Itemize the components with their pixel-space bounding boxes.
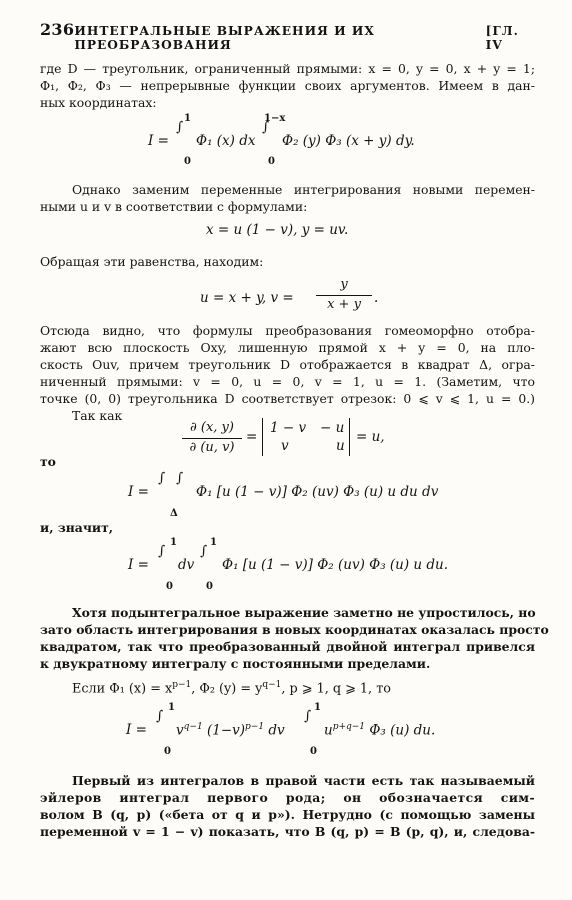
integral-sign: ∫ [262,119,270,135]
upper-limit: 1 [168,702,175,713]
lower-limit: 0 [310,746,317,757]
text-line: жают всю плоскость Oxy, лишенную прямой x + y = 0, на пло- [40,340,535,355]
chapter-marker: [ГЛ. IV [485,24,519,52]
book-page: 236 ИНТЕГРАЛЬНЫЕ ВЫРАЖЕНИЯ И ИХ ПРЕОБРАЗОВАНИЯ [ГЛ. IV где D — треугольник, ограниченный прямыми: x = 0, y = 0, x + y = 1; Φ₁, Φ₂, Φ₃ — непрерывные функции своих аргументов. Имеем в дан- ных координатах: I = ∫ 1 0 Φ₁ (x) dx ∫ 1−x 0 Φ₂ (y) Φ₃ (x + y) dy. Однако заменим переменные интегрирования новыми перемен- ными u и v в соответствии с формулами: x = u (1 − v), y = uv. Обращая эти равенства, находим: u = x + y, v = y x + y . Отсюда видно, что формулы преобразования гомеоморфно отобра- жают всю плоскость Oxy, лишенную прямой x + y = 0, на пло- скость Ouv, причем треугольник D отображается в квадрат Δ, огра- ниченный прямыми: v = 0, u = 0, v = 1, u = 1. (Заметим, что точке (0, 0) треугольника D соответствует отрезок: 0 ⩽ v ⩽ 1, u = 0.) Так как ∂ (x, y) ∂ (u, v) = 1 − v − u v u = u, то I = ∫ ∫ Δ Φ₁ [u (1 − v)] Φ₂ (uv) Φ₃ (u) u du dv и, значит, I = ∫ 1 0 dv ∫ 1 0 Φ₁ [u (1 − v)] Φ₂ (uv) Φ₃ (u) u du. Хотя подынтегральное выражение заметно не упростилось, но зато область интегрирования в новых координатах оказалась просто квадратом, так что преобразованный двойной интеграл привелся к двукратному интегралу с постоянными пределами. Если Φ₁ $(x) = x^{p-1}$, Φ₂ $(y) = y^{q-1}$, p ⩾ 1, q ⩾ 1, то I = ∫ 1 0 $v^{q-1}$ $(1-v)^{p-1}$ dv ∫ 1 0 $u^{p+q-1}$ Φ₃ (u) du. Первый из интегралов в правой части есть так называемый эйлеров интеграл первого рода; он обозначается сим- волом B (q, p) («бета от q и p»). Нетрудно (с помощью замены переменной v = 1 − v) показать, что B (q, p) = B (p, q), и, следова- [40,20,549,839]
text-line: Отсюда видно, что формулы преобразования гомеоморфно отобра- [40,323,535,338]
condition-line: Если Φ₁ $(x) = x^{p-1}$, Φ₂ $(y) = y^{q-1}$, p ⩾ 1, q ⩾ 1, то [72,680,391,697]
eq-lhs: I = [128,557,149,573]
eq-tail: . [374,290,379,306]
integrand: $u^{p+q-1}$ Φ₃ (u) du. [324,722,436,739]
determinant-bar-right [349,418,350,456]
lower-limit: 0 [184,156,191,167]
text-line: ными u и v в соответствии с формулами: [40,199,308,214]
integral-sign: ∫ [156,708,164,724]
text-line: переменной v = 1 − v) показать, что B (q, p) = B (p, q), и, следова- [40,824,535,839]
matrix-cell: 1 − v [270,420,307,436]
fraction-bar [182,438,242,439]
integral-sign: ∫ [304,708,312,724]
eq-lhs: I = [128,484,149,500]
text-line: ниченный прямыми: v = 0, u = 0, v = 1, u = 1. (Заметим, что [40,374,535,389]
lower-limit: 0 [268,156,275,167]
text-line: Хотя подынтегральное выражение заметно не упростилось, но [72,605,536,620]
integrand: Φ₁ [u (1 − v)] Φ₂ (uv) Φ₃ (u) u du. [222,557,449,573]
text-line: Φ₁, Φ₂, Φ₃ — непрерывные функции своих аргументов. Имеем в дан- [40,78,535,93]
page-number: 236 [40,20,75,39]
matrix-cell: v [281,438,289,454]
matrix-cell: u [336,438,345,454]
fraction-numerator: y [340,277,348,292]
integrand: $v^{q-1}$ $(1-v)^{p-1}$ dv [176,722,285,739]
eq-lhs: I = [148,133,169,149]
integral-sign: ∫ [176,470,184,486]
integrand: dv [178,557,195,573]
running-title: ИНТЕГРАЛЬНЫЕ ВЫРАЖЕНИЯ И ИХ ПРЕОБРАЗОВАНИЯ [74,24,375,52]
upper-limit: 1 [184,113,191,124]
matrix-cell: − u [320,420,345,436]
upper-limit: 1−x [264,113,286,124]
text-line: квадратом, так что преобразованный двойной интеграл привелся [40,639,535,654]
text-line: Первый из интегралов в правой части есть так называемый [72,773,535,788]
text-line: точке (0, 0) треугольника D соответствует отрезок: 0 ⩽ v ⩽ 1, u = 0.) [40,391,535,406]
fraction-bar [316,295,372,296]
text-line: где D — треугольник, ограниченный прямыми: x = 0, y = 0, x + y = 1; [40,61,535,76]
eq-lhs: I = [126,722,147,738]
determinant-bar-left [262,418,263,456]
integrand: Φ₁ (x) dx [196,133,256,149]
text-line: Однако заменим переменные интегрирования новыми перемен- [72,182,535,197]
upper-limit: 1 [170,537,177,548]
integral-sign: ∫ [176,119,184,135]
lower-limit: 0 [164,746,171,757]
eq-tail: = u, [356,429,385,445]
text-line: Так как [72,408,123,423]
lower-limit: 0 [166,581,173,592]
text-line: ных координатах: [40,95,157,110]
eq-left: u = x + y, v = [200,290,294,306]
text-line: Обращая эти равенства, находим: [40,254,264,269]
running-header [40,20,535,52]
integrand: Φ₁ [u (1 − v)] Φ₂ (uv) Φ₃ (u) u du dv [196,484,439,500]
text-line: эйлеров интеграл первого рода; он обозначается сим- [40,790,535,805]
integral-sign: ∫ [158,543,166,559]
fraction-numerator: ∂ (x, y) [190,420,234,435]
word-to: то [40,454,56,469]
text-line: к двукратному интегралу с постоянными пределами. [40,656,431,671]
fraction-denominator: ∂ (u, v) [189,440,235,455]
text-line: зато область интегрирования в новых координатах оказалась просто [40,622,549,637]
equation-2: x = u (1 − v), y = uv. [206,222,349,238]
lower-limit: 0 [206,581,213,592]
integrand: Φ₂ (y) Φ₃ (x + y) dy. [282,133,415,149]
text-line: скость Ouv, причем треугольник D отображается в квадрат Δ, огра- [40,357,535,372]
fraction-denominator: x + y [327,297,361,312]
word-znachit: и, значит, [40,520,114,535]
text-line: волом B (q, p) («бета от q и p»). Нетрудно (с помощью замены [40,807,535,822]
integral-sign: ∫ [200,543,208,559]
integral-sign: ∫ [158,470,166,486]
upper-limit: 1 [210,537,217,548]
region-subscript: Δ [170,508,178,519]
upper-limit: 1 [314,702,321,713]
